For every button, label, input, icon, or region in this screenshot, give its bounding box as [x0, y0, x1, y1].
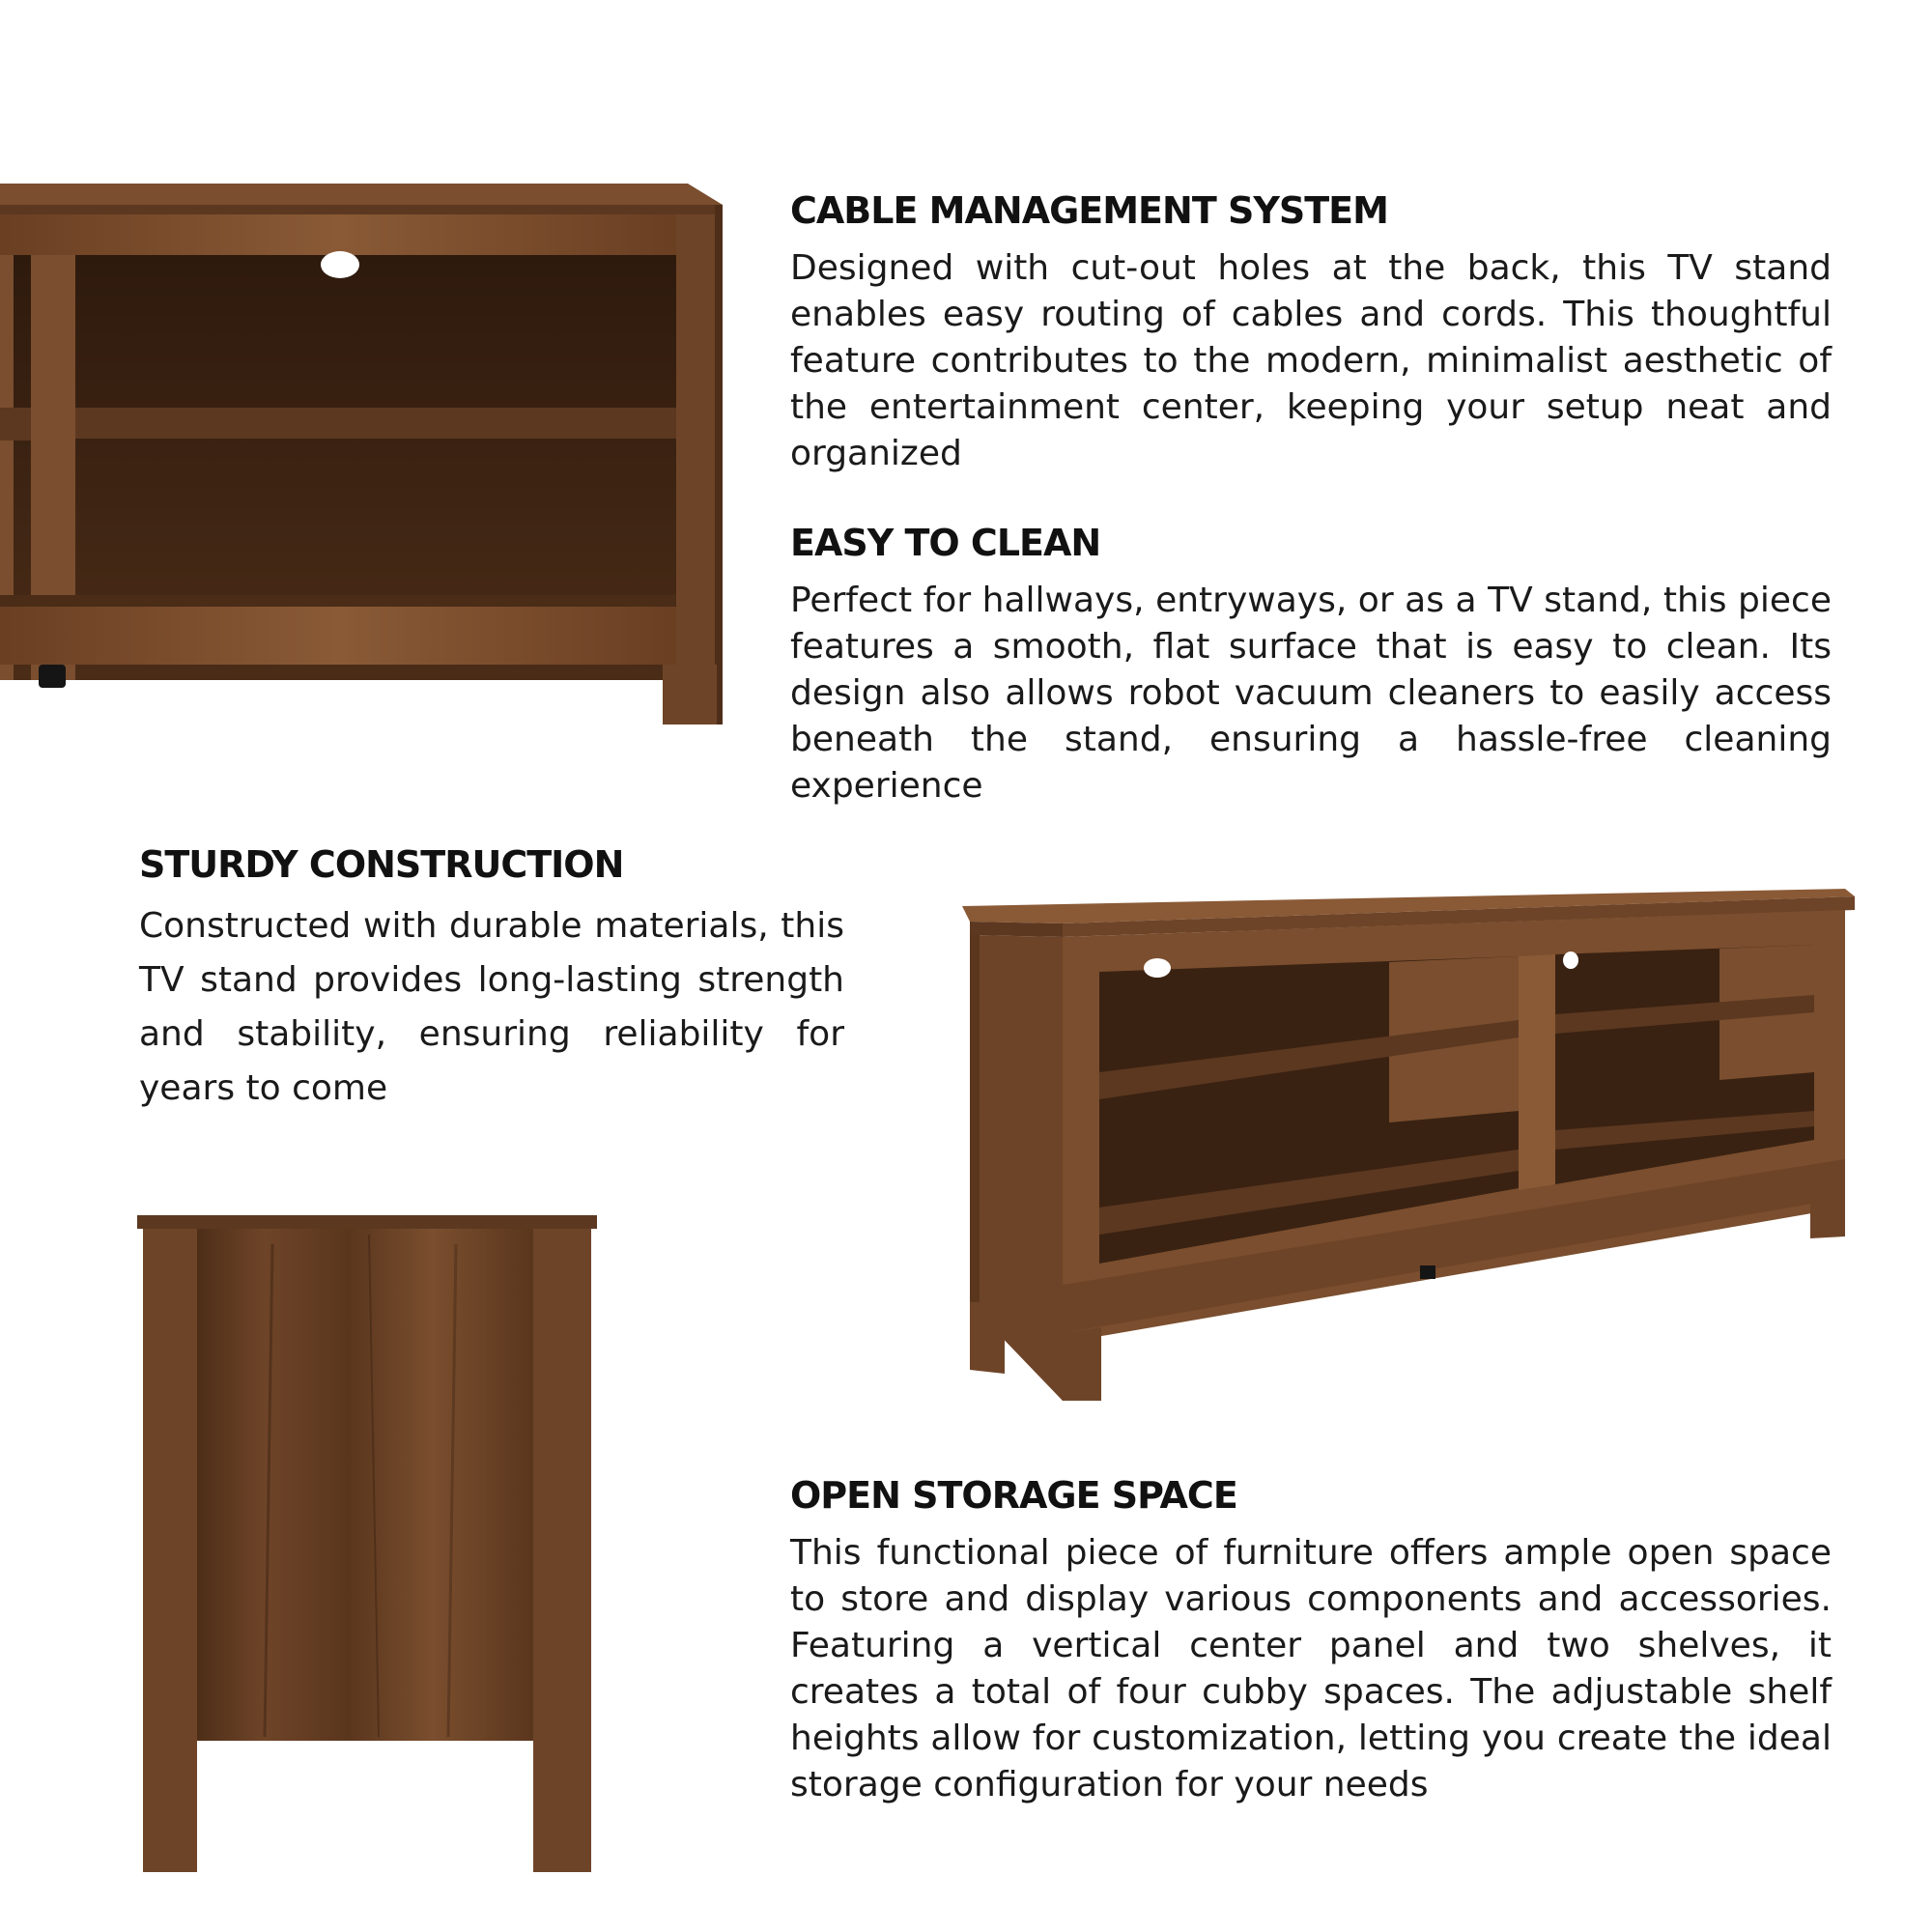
sturdy-construction-section	[139, 843, 844, 1116]
easy-to-clean-section	[790, 522, 1832, 810]
cable-management-heading: CABLE MANAGEMENT SYSTEM	[790, 189, 1388, 232]
tv-stand-side-image	[137, 1215, 601, 1872]
open-storage-text: This functional piece of furniture offers ample open space to store and display various components and accessories. Featuring a vertical center panel and two shelves, it creates a total of four cubby spaces. The adjustable shelf heights allow for customization, letting you create the ideal storage configuration for your needs	[790, 1533, 1832, 1804]
sturdy-construction-text: Constructed with durable materials, this TV stand provides long-lasting strength and stability, ensuring reliability for years to come	[139, 906, 844, 1108]
cable-management-text: Designed with cut-out holes at the back, this TV stand enables easy routing of cables and cords. This thoughtful feature contributes to the modern, minimalist aesthetic of the entertainment center, keeping your setup neat and organized	[790, 248, 1832, 473]
sturdy-construction-heading: STURDY CONSTRUCTION	[139, 843, 624, 886]
open-storage-heading: OPEN STORAGE SPACE	[790, 1474, 1237, 1517]
open-storage-section	[790, 1474, 1832, 1808]
tv-stand-closeup-image	[0, 180, 723, 724]
cable-management-section	[790, 189, 1832, 477]
easy-to-clean-heading: EASY TO CLEAN	[790, 522, 1101, 564]
tv-stand-angled-image	[956, 879, 1855, 1401]
easy-to-clean-text: Perfect for hallways, entryways, or as a TV stand, this piece features a smooth, flat surface that is easy to clean. Its design also allows robot vacuum cleaners to easily access beneath the stand, ensuring a hassle-free cleaning experience	[790, 581, 1832, 806]
